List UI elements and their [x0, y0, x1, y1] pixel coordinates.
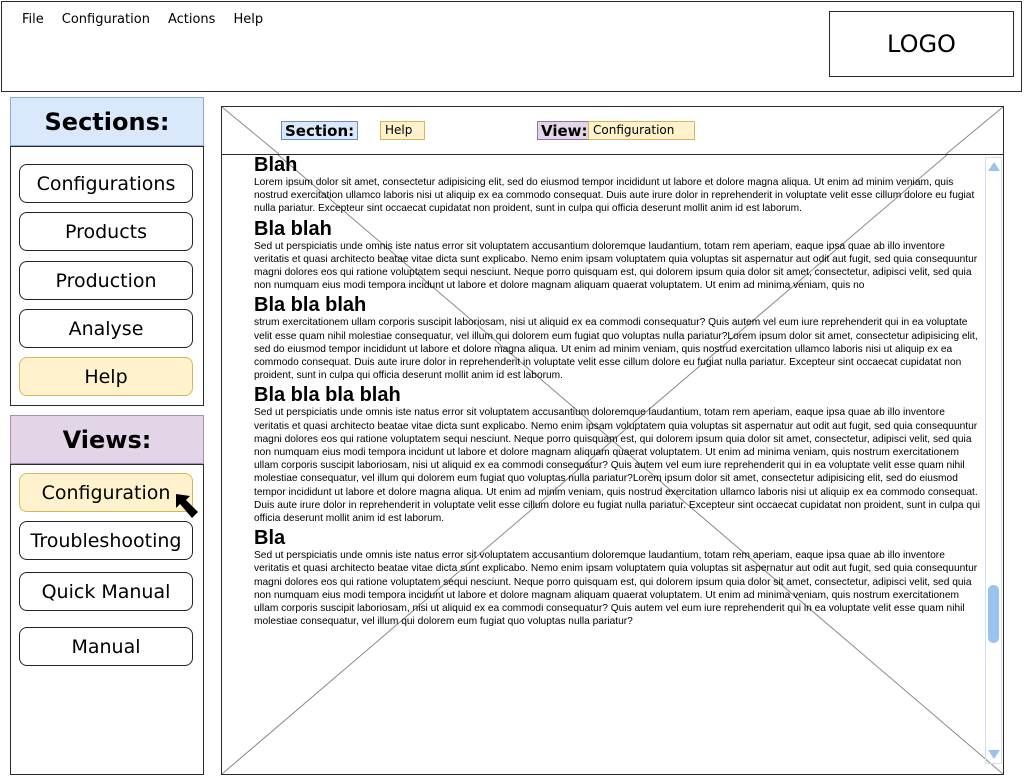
content-paragraph: strum exercitationem ullam corporis suscipit laboriosam, nisi ut aliquid ex ea commodi consequatur? Quis autem vel eum iure reprehenderit qui in ea voluptate velit esse quam nihil molestiae consequatur, vel illum qui dolorem eum fugiat quo voluptas nulla pariatur?Lorem ipsum dolor sit amet, consectetur adipisicing elit, sed do eiusmod tempor incididunt ut labore et dolore magna aliqua. Ut enim ad minim veniam, quis nostrud exercitation ullamco laboris nisi ut aliquip ex ea commodo consequat. Duis aute irure dolor in reprehenderit in voluptate velit esse cillum dolore eu fugiat nulla pariatur. Excepteur sint occaecat cupidatat non proident, sunt in culpa qui officia deserunt mollit anim id est laborum.: [254, 317, 978, 382]
menu-file[interactable]: File: [22, 12, 44, 27]
section-production-button[interactable]: Production: [19, 261, 193, 300]
view-manual-button[interactable]: Manual: [19, 627, 193, 666]
menu-bar: [22, 12, 263, 27]
help-content: [254, 154, 981, 729]
chevron-down-icon[interactable]: [988, 750, 1000, 759]
content-heading: Bla blah: [254, 217, 332, 240]
content-paragraph: Sed ut perspiciatis unde omnis iste natus error sit voluptatem accusantium doloremque laudantium, totam rem aperiam, eaque ipsa quae ab illo inventore veritatis et quasi architecto beatae vitae dicta sunt explicabo. Nemo enim ipsam voluptatem quia voluptas sit aspernatur aut odit aut fugit, sed quia consequuntur magni dolores eos qui ratione voluptatem sequi nesciunt. Neque porro quisquam est, qui dolorem ipsum quia dolor sit amet, consectetur, adipisci velit, sed quia non numquam eius modi tempora incidunt ut labore et dolore magnam aliquam quaerat voluptatem. Ut enim ad minima veniam, quis nostrum exercitationem ullam corporis suscipit laboriosam, nisi ut aliquid ex ea commodi consequatur? Quis autem vel eum iure reprehenderit qui in ea voluptate velit esse quam nihil molestiae consequatur, vel illum qui dolorem eum fugiat quo voluptas nulla pariatur?: [254, 550, 978, 628]
content-heading: Blah: [254, 154, 298, 176]
content-paragraph: Lorem ipsum dolor sit amet, consectetur adipisicing elit, sed do eiusmod tempor incididunt ut labore et dolore magna aliqua. Ut enim ad minim veniam, quis nostrud exercitation ullamco laboris nisi ut aliquip ex ea commodo consequat. Duis aute irure dolor in reprehenderit in voluptate velit esse cillum dolore eu fugiat nulla pariatur. Excepteur sint occaecat cupidatat non proident, sunt in culpa qui officia deserunt mollit anim id est laborum.: [254, 177, 975, 215]
view-label: View:: [537, 121, 592, 140]
section-help-button[interactable]: Help: [19, 357, 193, 396]
content-heading: Bla bla bla blah: [254, 384, 401, 407]
content-heading: Bla bla blah: [254, 294, 367, 317]
section-products-button[interactable]: Products: [19, 212, 193, 251]
chevron-up-icon[interactable]: [988, 162, 1000, 171]
section-label: Section:: [281, 121, 358, 140]
section-value: Help: [380, 121, 425, 140]
content-paragraph: Sed ut perspiciatis unde omnis iste natus error sit voluptatem accusantium doloremque laudantium, totam rem aperiam, eaque ipsa quae ab illo inventore veritatis et quasi architecto beatae vitae dicta sunt explicabo. Nemo enim ipsam voluptatem quia voluptas sit aspernatur aut odit aut fugit, sed quia consequuntur magni dolores eos qui ratione voluptatem sequi nesciunt. Neque porro quisquam est, qui dolorem ipsum quia dolor sit amet, consectetur, adipisci velit, sed quia non numquam eius modi tempora incidunt ut labore et dolore magnam aliquam quaerat voluptatem. Ut enim ad minima veniam, quis no: [254, 240, 978, 292]
view-configuration-button[interactable]: Configuration: [19, 473, 193, 512]
scroll-thumb[interactable]: [988, 585, 999, 643]
view-value: Configuration: [588, 121, 695, 140]
menu-configuration[interactable]: Configuration: [61, 12, 150, 27]
views-header: Views:: [10, 415, 204, 464]
view-quick-manual-button[interactable]: Quick Manual: [19, 572, 193, 611]
menu-actions[interactable]: Actions: [167, 12, 216, 27]
section-configurations-button[interactable]: Configurations: [19, 164, 193, 203]
logo: LOGO: [829, 11, 1014, 77]
vertical-scrollbar[interactable]: [985, 157, 1002, 764]
mouse-pointer-icon: [170, 488, 206, 524]
menu-help[interactable]: Help: [233, 12, 264, 27]
section-analyse-button[interactable]: Analyse: [19, 309, 193, 348]
content-paragraph: Sed ut perspiciatis unde omnis iste natus error sit voluptatem accusantium doloremque laudantium, totam rem aperiam, eaque ipsa quae ab illo inventore veritatis et quasi architecto beatae vitae dicta sunt explicabo. Nemo enim ipsam voluptatem quia voluptas sit aspernatur aut odit aut fugit, sed quia consequuntur magni dolores eos qui ratione voluptatem sequi nesciunt. Neque porro quisquam est, qui dolorem ipsum quia dolor sit amet, consectetur, adipisci velit, sed quia non numquam eius modi tempora incidunt ut labore et dolore magnam aliquam quaerat voluptatem. Ut enim ad minima veniam, quis nostrum exercitationem ullam corporis suscipit laboriosam, nisi ut aliquid ex ea commodi consequatur? Quis autem vel eum iure reprehenderit qui in ea voluptate velit esse quam nihil molestiae consequatur, vel illum qui dolorem eum fugiat quo voluptas nulla pariatur?Lorem ipsum dolor sit amet, consectetur adipisicing elit, sed do eiusmod tempor incididunt ut labore et dolore magna aliqua. Ut enim ad minim veniam, quis nostrud exercitation ullamco laboris nisi ut aliquip ex ea commodo consequat. Duis aute irure dolor in reprehenderit in voluptate velit esse cillum dolore eu fugiat nulla pariatur. Excepteur sint occaecat cupidatat non proident, sunt in culpa qui officia deserunt mollit anim id est laborum.: [254, 407, 981, 525]
content-heading: Bla: [254, 527, 286, 550]
view-troubleshooting-button[interactable]: Troubleshooting: [19, 521, 193, 560]
sections-header: Sections:: [10, 97, 204, 146]
